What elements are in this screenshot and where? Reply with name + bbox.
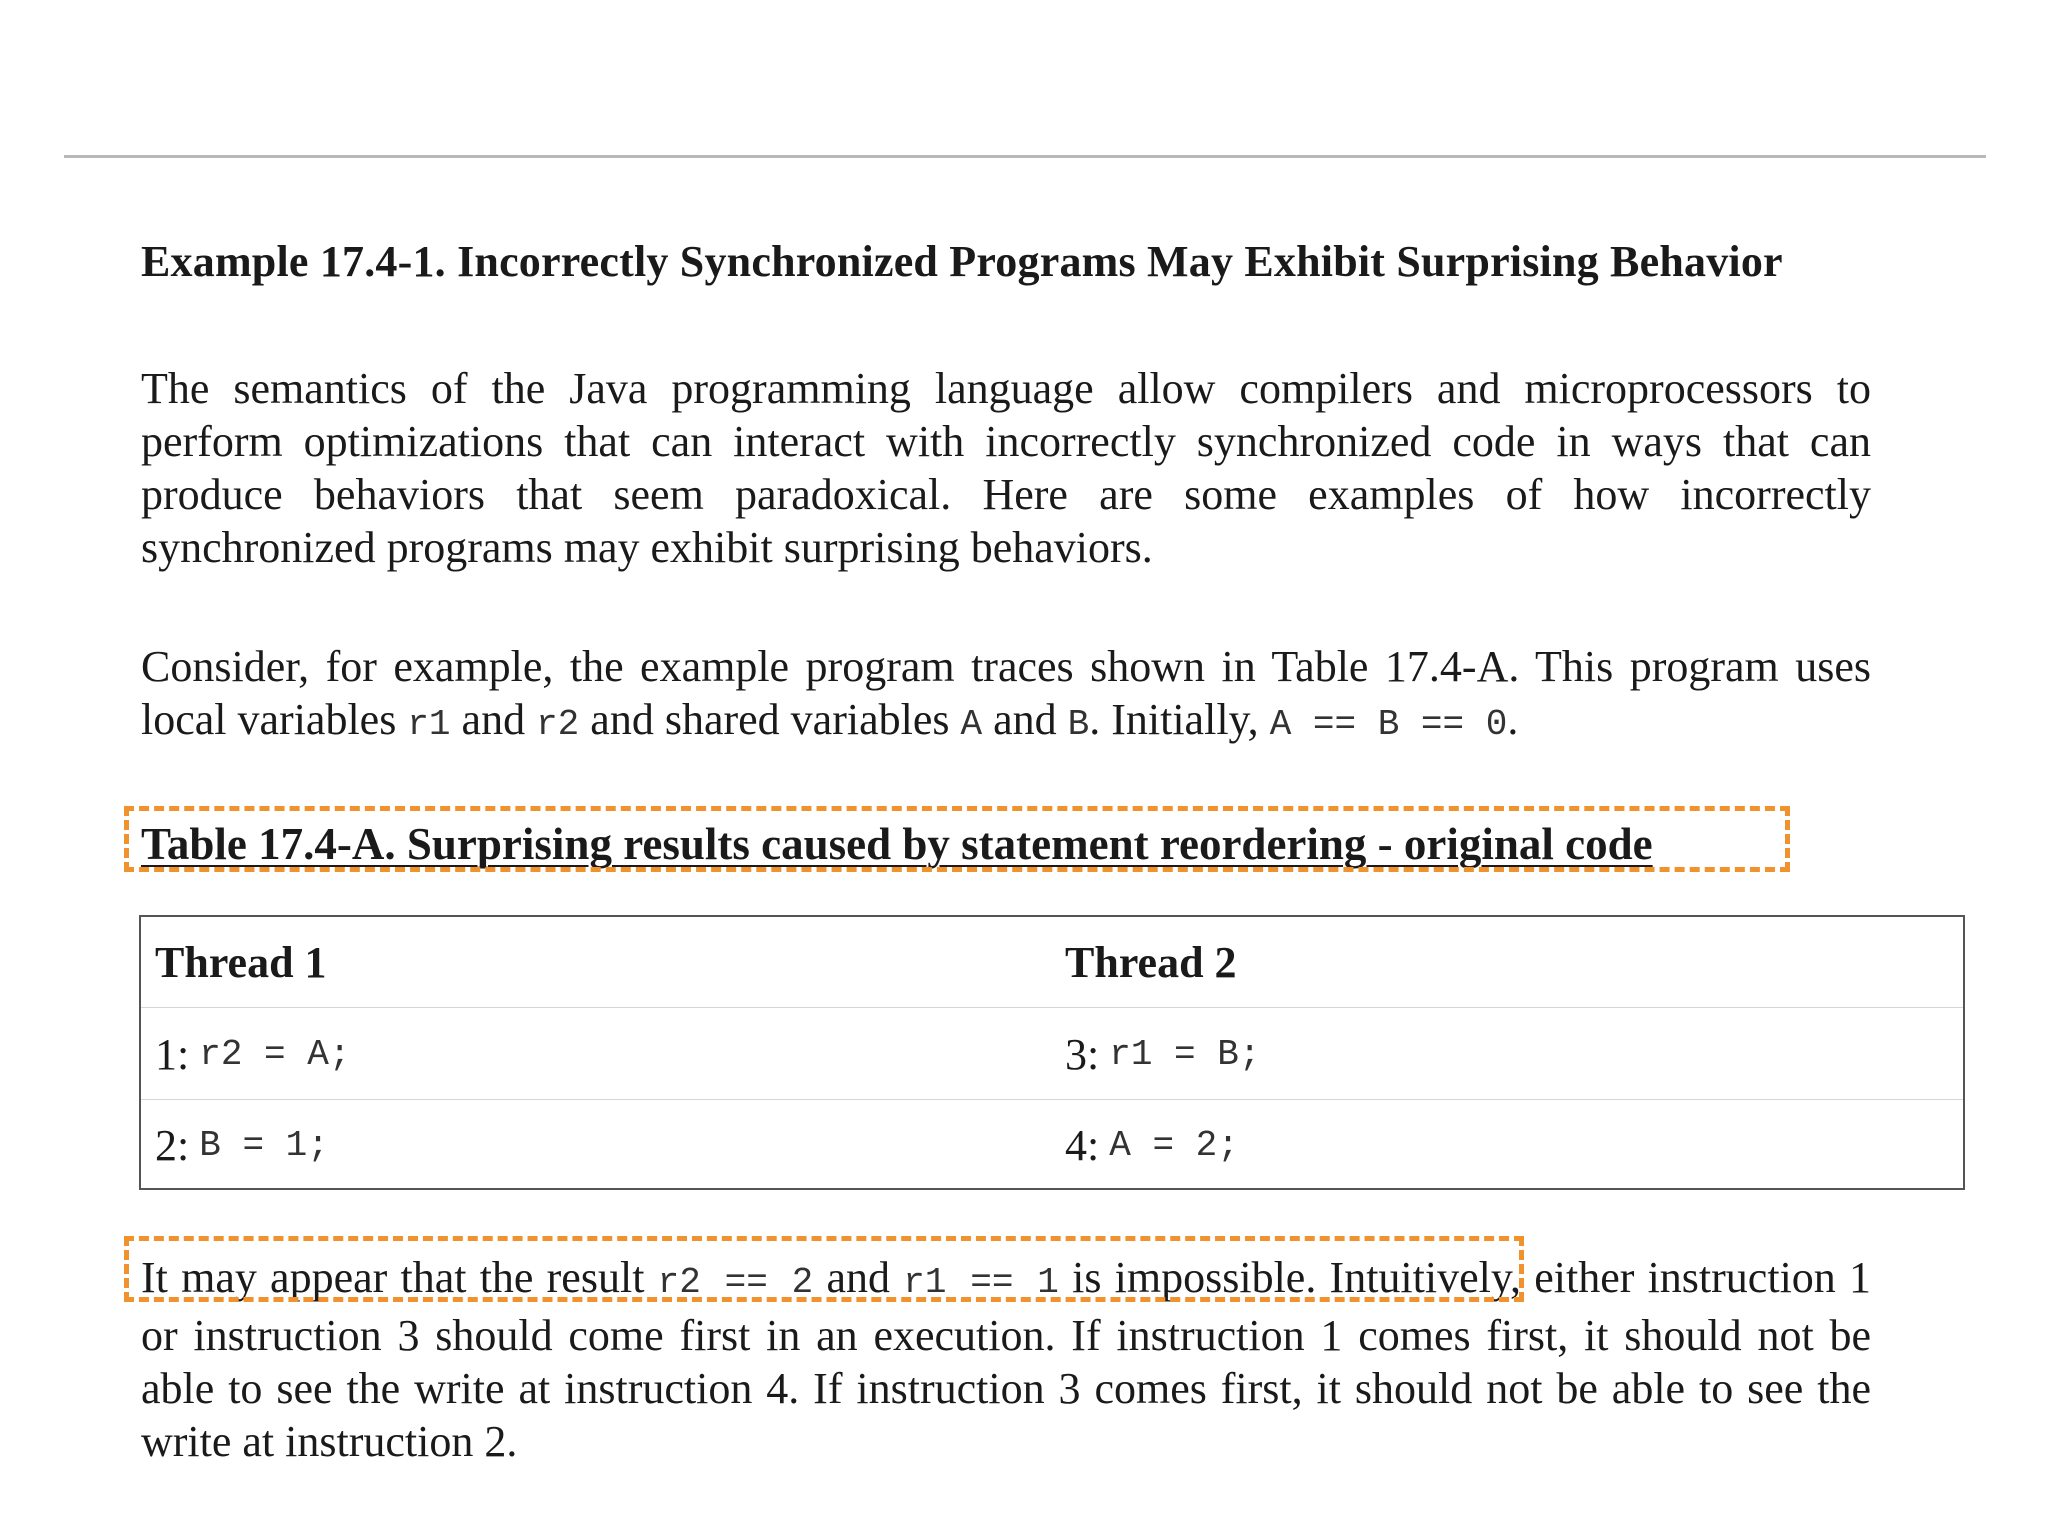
code-r1: r1 <box>407 704 451 745</box>
text: . <box>1507 695 1519 744</box>
thread-table <box>139 915 1965 1190</box>
text: and <box>813 1253 904 1302</box>
code-r2: r2 <box>536 704 580 745</box>
paragraph-conclusion <box>141 1251 1871 1468</box>
code-r2-equals-2: r2 == 2 <box>657 1262 814 1303</box>
instruction-number: 4: <box>1065 1121 1100 1170</box>
code-r1-equals-1: r1 == 1 <box>903 1262 1059 1303</box>
text: Consider, for example, the example program traces shown in Table 17.4-A. This program uses local variables <box>141 642 1871 744</box>
top-divider <box>64 155 1986 158</box>
text: . Initially, <box>1089 695 1270 744</box>
text: and <box>450 695 537 744</box>
example-title: Example 17.4-1. Incorrectly Synchronized Programs May Exhibit Surprising Behavior <box>141 237 1783 286</box>
code-statement: B = 1; <box>199 1125 329 1166</box>
code-statement: r2 = A; <box>199 1033 351 1075</box>
table-row <box>141 1099 1963 1191</box>
table-caption: Table 17.4-A. Surprising results caused by statement reordering - original code <box>141 819 1653 869</box>
code-initial-condition: A == B == 0 <box>1269 704 1508 745</box>
header-thread-2: Thread 2 <box>1065 937 1237 987</box>
table-cell <box>1065 1100 1239 1191</box>
code-b: B <box>1067 704 1090 745</box>
paragraph-semantics: The semantics of the Java programming language allow compilers and microprocessors to perform optimizations that can interact with incorrectly synchronized code in ways that can produce behaviors that seem paradoxical. Here are some examples of how incorrectly synchronized programs may exhibit surprising behaviors. <box>141 364 1871 572</box>
header-thread-1: Thread 1 <box>155 937 327 987</box>
table-cell <box>1065 1008 1260 1100</box>
text: and <box>982 695 1068 744</box>
instruction-number: 3: <box>1065 1029 1100 1079</box>
instruction-number: 1: <box>155 1029 190 1079</box>
code-statement: A = 2; <box>1109 1125 1239 1166</box>
code-a: A <box>960 704 983 745</box>
code-statement: r1 = B; <box>1109 1033 1261 1075</box>
table-header-row <box>141 917 1963 1007</box>
table-row <box>141 1007 1963 1100</box>
text: It may appear that the result <box>141 1253 658 1302</box>
text: and shared variables <box>579 695 961 744</box>
paragraph-consider <box>141 640 1871 751</box>
table-cell <box>155 1008 350 1100</box>
table-cell <box>155 1100 329 1191</box>
text: is impossible. <box>1058 1253 1317 1302</box>
instruction-number: 2: <box>155 1121 190 1170</box>
text: Intuitively, either instruction 1 or instruction 3 should come first in an execution. If instruction 1 comes first, it should not be able to see the write at instruction 4. If instruction 3 comes first, it should not be able to see the write at instruction 2. <box>141 1253 1871 1466</box>
